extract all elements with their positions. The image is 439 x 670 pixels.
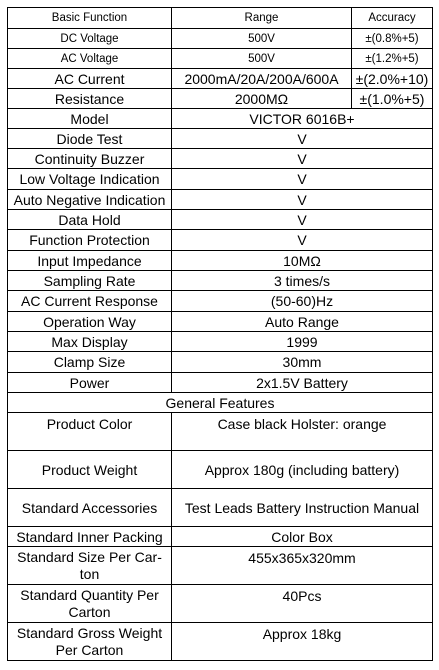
function-cell: Resistance xyxy=(8,89,172,109)
spec-value: 10MΩ xyxy=(172,251,433,271)
table-row xyxy=(8,332,433,352)
feature-label: Standard Gross Weight Per Carton xyxy=(8,623,172,661)
spec-label: Auto Negative Indication xyxy=(8,190,172,210)
table-row xyxy=(8,312,433,332)
table-row xyxy=(8,69,433,89)
table-row xyxy=(8,149,433,169)
range-cell: 2000MΩ xyxy=(172,89,352,109)
table-header-row xyxy=(8,8,433,29)
table-row xyxy=(8,129,433,149)
spec-table xyxy=(7,7,433,661)
spec-value: Auto Range xyxy=(172,312,433,332)
feature-label: Standard Size Per Car-ton xyxy=(8,547,172,585)
spec-value: (50-60)Hz xyxy=(172,291,433,312)
table-row xyxy=(8,89,433,109)
spec-label: Diode Test xyxy=(8,129,172,149)
accuracy-cell: ±(2.0%+10) xyxy=(352,69,433,89)
table-row xyxy=(8,251,433,271)
header-basic-function: Basic Function xyxy=(8,8,172,29)
spec-value: V xyxy=(172,230,433,251)
table-row xyxy=(8,585,433,623)
spec-value: 1999 xyxy=(172,332,433,352)
function-cell: AC Voltage xyxy=(8,49,172,69)
table-row xyxy=(8,547,433,585)
table-row xyxy=(8,413,433,451)
spec-value: V xyxy=(172,190,433,210)
table-row xyxy=(8,29,433,49)
feature-value: Color Box xyxy=(172,527,433,547)
spec-label: Data Hold xyxy=(8,210,172,230)
accuracy-cell: ±(0.8%+5) xyxy=(352,29,433,49)
feature-label: Standard Accessories xyxy=(8,489,172,527)
header-range: Range xyxy=(172,8,352,29)
feature-value: 40Pcs xyxy=(172,585,433,623)
spec-label: Continuity Buzzer xyxy=(8,149,172,169)
table-row xyxy=(8,352,433,373)
spec-label: Low Voltage Indication xyxy=(8,169,172,190)
table-row xyxy=(8,623,433,661)
table-row xyxy=(8,373,433,393)
table-row xyxy=(8,109,433,129)
accuracy-cell: ±(1.0%+5) xyxy=(352,89,433,109)
spec-label: AC Current Response xyxy=(8,291,172,312)
spec-label: Model xyxy=(8,109,172,129)
range-cell: 2000mA/20A/200A/600A xyxy=(172,69,352,89)
table-row xyxy=(8,169,433,190)
spec-value: V xyxy=(172,149,433,169)
range-cell: 500V xyxy=(172,29,352,49)
table-row xyxy=(8,451,433,489)
table-row xyxy=(8,230,433,251)
spec-label: Clamp Size xyxy=(8,352,172,373)
spec-label: Power xyxy=(8,373,172,393)
table-row xyxy=(8,489,433,527)
table-row xyxy=(8,271,433,291)
spec-label: Max Display xyxy=(8,332,172,352)
feature-label: Standard Quantity Per Carton xyxy=(8,585,172,623)
feature-label: Product Weight xyxy=(8,451,172,489)
spec-value: V xyxy=(172,129,433,149)
table-row xyxy=(8,190,433,210)
header-accuracy: Accuracy xyxy=(352,8,433,29)
spec-label: Input Impedance xyxy=(8,251,172,271)
spec-value: VICTOR 6016B+ xyxy=(172,109,433,129)
function-cell: AC Current xyxy=(8,69,172,89)
feature-label: Standard Inner Packing xyxy=(8,527,172,547)
function-cell: DC Voltage xyxy=(8,29,172,49)
spec-value: V xyxy=(172,169,433,190)
feature-value: Case black Holster: orange xyxy=(172,413,433,451)
spec-value: V xyxy=(172,210,433,230)
table-row xyxy=(8,291,433,312)
spec-label: Operation Way xyxy=(8,312,172,332)
feature-value: 455x365x320mm xyxy=(172,547,433,585)
spec-value: 30mm xyxy=(172,352,433,373)
spec-value: 3 times/s xyxy=(172,271,433,291)
spec-label: Function Protection xyxy=(8,230,172,251)
accuracy-cell: ±(1.2%+5) xyxy=(352,49,433,69)
range-cell: 500V xyxy=(172,49,352,69)
table-row xyxy=(8,49,433,69)
spec-value: 2x1.5V Battery xyxy=(172,373,433,393)
feature-value: Approx 18kg xyxy=(172,623,433,661)
feature-label: Product Color xyxy=(8,413,172,451)
table-row xyxy=(8,527,433,547)
section-title-row xyxy=(8,393,433,413)
spec-label: Sampling Rate xyxy=(8,271,172,291)
feature-value: Approx 180g (including battery) xyxy=(172,451,433,489)
table-row xyxy=(8,210,433,230)
general-features-title: General Features xyxy=(8,393,433,413)
feature-value: Test Leads Battery Instruction Manual xyxy=(172,489,433,527)
